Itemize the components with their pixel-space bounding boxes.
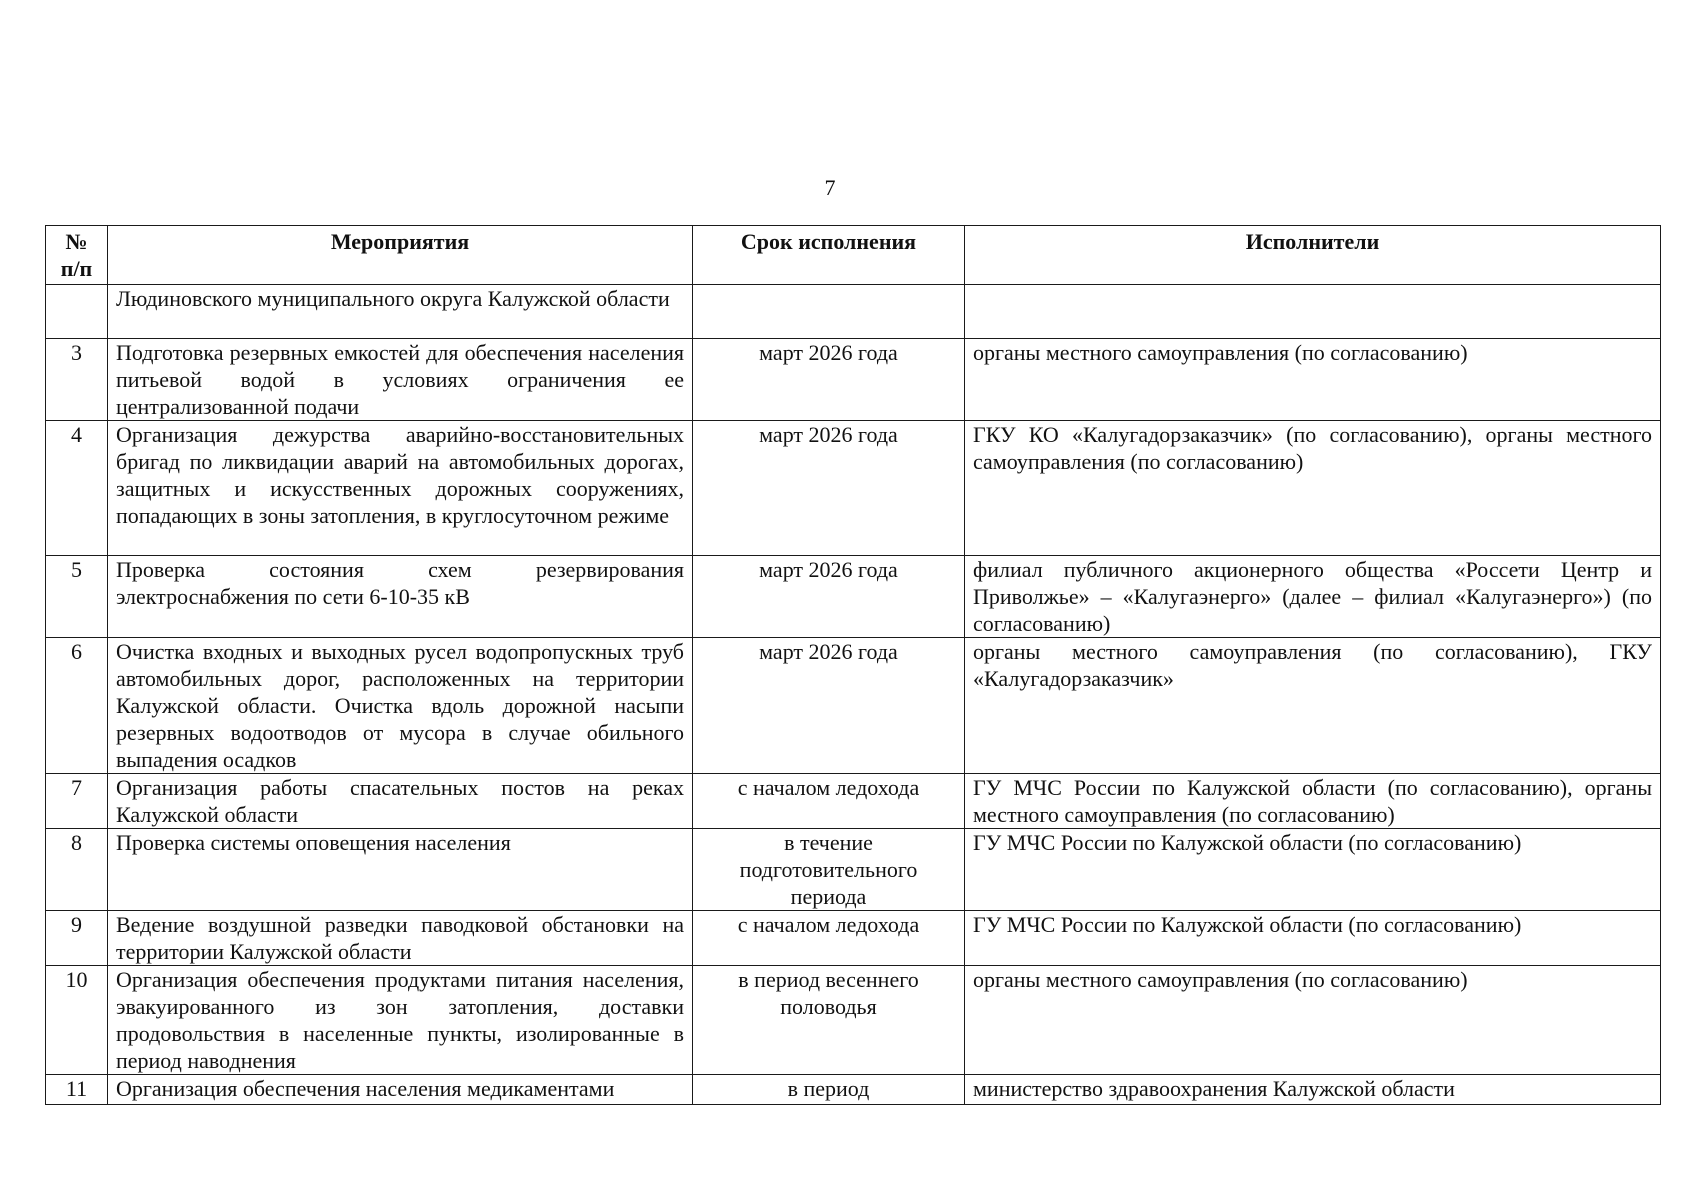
row-number: 3 [46,339,108,421]
table-row [46,638,1661,774]
table-row [46,829,1661,911]
row-deadline: март 2026 года [693,339,965,421]
row-measure: Проверка состояния схем резервирования электроснабжения по сети 6-10-35 кВ [108,556,693,638]
table-row [46,421,1661,556]
row-deadline: март 2026 года [693,638,965,774]
row-executors: органы местного самоуправления (по согласованию), ГКУ «Калугадорзаказчик» [965,638,1661,774]
row-measure: Подготовка резервных емкостей для обеспечения населения питьевой водой в условиях ограничения ее централизованной подачи [108,339,693,421]
row-executors [965,285,1661,339]
row-measure: Очистка входных и выходных русел водопропускных труб автомобильных дорог, расположенных на территории Калужской области. Очистка вдоль дорожной насыпи резервных водоотводов от мусора в случае обильного выпадения осадков [108,638,693,774]
row-number: 7 [46,774,108,829]
row-measure: Организация работы спасательных постов на реках Калужской области [108,774,693,829]
header-number: № п/п [46,226,108,285]
row-measure: Организация обеспечения населения медикаментами [108,1075,693,1105]
table-row [46,774,1661,829]
table-header-row [46,226,1661,285]
row-measure: Организация дежурства аварийно-восстановительных бригад по ликвидации аварий на автомобильных дорогах, защитных и искусственных дорожных сооружениях, попадающих в зоны затопления, в круглосуточном режиме [108,421,693,556]
row-measure: Ведение воздушной разведки паводковой обстановки на территории Калужской области [108,911,693,966]
row-executors: органы местного самоуправления (по согласованию) [965,966,1661,1075]
row-executors: ГУ МЧС России по Калужской области (по согласованию), органы местного самоуправления (по согласованию) [965,774,1661,829]
row-number: 4 [46,421,108,556]
row-deadline: в течение подготовительного периода [693,829,965,911]
row-number: 5 [46,556,108,638]
row-number: 8 [46,829,108,911]
row-deadline: в период [693,1075,965,1105]
page-number: 7 [824,175,836,200]
row-executors: ГКУ КО «Калугадорзаказчик» (по согласованию), органы местного самоуправления (по согласованию) [965,421,1661,556]
table-row [46,966,1661,1075]
row-measure: Организация обеспечения продуктами питания населения, эвакуированного из зон затопления, доставки продовольствия в населенные пункты, изолированные в период наводнения [108,966,693,1075]
row-number: 11 [46,1075,108,1105]
header-executors: Исполнители [965,226,1661,285]
flood-measures-table [45,225,1661,1105]
header-measures: Мероприятия [108,226,693,285]
header-deadline: Срок исполнения [693,226,965,285]
row-deadline: с началом ледохода [693,911,965,966]
row-number: 9 [46,911,108,966]
row-executors: филиал публичного акционерного общества «Россети Центр и Приволжье» – «Калугаэнерго» (далее – филиал «Калугаэнерго») (по согласованию) [965,556,1661,638]
row-executors: министерство здравоохранения Калужской области [965,1075,1661,1105]
row-deadline: с началом ледохода [693,774,965,829]
row-deadline [693,285,965,339]
table-row [46,911,1661,966]
table-row [46,339,1661,421]
row-number: 10 [46,966,108,1075]
table-row [46,1075,1661,1105]
table-row [46,285,1661,339]
row-executors: ГУ МЧС России по Калужской области (по согласованию) [965,911,1661,966]
row-measure: Людиновского муниципального округа Калужской области [108,285,693,339]
row-deadline: в период весеннего половодья [693,966,965,1075]
table-row [46,556,1661,638]
row-deadline: март 2026 года [693,421,965,556]
row-number [46,285,108,339]
row-measure: Проверка системы оповещения населения [108,829,693,911]
row-executors: ГУ МЧС России по Калужской области (по согласованию) [965,829,1661,911]
row-number: 6 [46,638,108,774]
row-executors: органы местного самоуправления (по согласованию) [965,339,1661,421]
row-deadline: март 2026 года [693,556,965,638]
